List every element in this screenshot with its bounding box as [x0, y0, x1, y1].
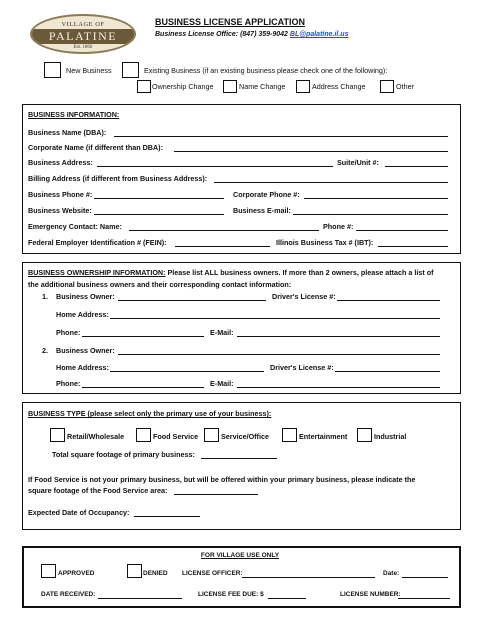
service-office-checkbox[interactable]: [204, 428, 219, 442]
village-logo: [30, 14, 136, 54]
owner-1-phone-field[interactable]: [82, 336, 204, 337]
food-service-label: Food Service: [153, 432, 199, 441]
retail-wholesale-checkbox[interactable]: [50, 428, 65, 442]
food-note-line1: If Food Service is not your primary business, but will be offered within your primary business, please indicate the: [28, 475, 416, 484]
industrial-label: Industrial: [374, 432, 407, 441]
owner-1-name-field[interactable]: [118, 300, 266, 301]
village-use-heading: FOR VILLAGE USE ONLY: [200, 552, 280, 559]
denied-checkbox[interactable]: [127, 564, 142, 578]
emergency-contact-label: Emergency Contact: Name:: [28, 222, 122, 231]
existing-business-label: Existing Business (if an existing business please check one of the following):: [144, 66, 388, 75]
fein-field[interactable]: [175, 246, 270, 247]
ownership-intro-line2: the additional business owners and their corresponding contact information:: [28, 280, 292, 289]
owner-2-number: 2.: [42, 346, 48, 355]
billing-address-field[interactable]: [214, 182, 448, 183]
owner-1-email-label: E-Mail:: [210, 328, 234, 337]
business-information-heading: BUSINESS INFORMATION:: [28, 110, 120, 119]
business-name-label: Business Name (DBA):: [28, 128, 107, 137]
ownership-intro-text: Please list ALL business owners. If more than 2 owners, please attach a list of: [167, 268, 434, 277]
owner-1-number: 1.: [42, 292, 48, 301]
service-office-label: Service/Office: [221, 432, 269, 441]
other-checkbox[interactable]: [380, 80, 394, 93]
license-fee-field[interactable]: [268, 598, 306, 599]
date-received-field[interactable]: [98, 598, 182, 599]
owner-1-dl-field[interactable]: [337, 300, 440, 301]
owner-2-home-label: Home Address:: [56, 363, 109, 372]
owner-2-dl-label: Driver's License #:: [270, 363, 334, 372]
owner-1-home-field[interactable]: [110, 318, 440, 319]
owner-2-home-field[interactable]: [110, 371, 264, 372]
owner-2-name-field[interactable]: [118, 354, 440, 355]
business-address-field[interactable]: [97, 166, 333, 167]
entertainment-label: Entertainment: [299, 432, 348, 441]
food-area-field[interactable]: [174, 494, 258, 495]
business-website-field[interactable]: [94, 214, 224, 215]
new-business-checkbox[interactable]: [44, 62, 61, 78]
approved-label: APPROVED: [58, 570, 95, 577]
food-area-label: square footage of the Food Service area:: [28, 486, 168, 495]
emergency-contact-field[interactable]: [129, 230, 319, 231]
corporate-phone-label: Corporate Phone #:: [233, 190, 300, 199]
owner-1-home-label: Home Address:: [56, 310, 109, 319]
corporate-name-label: Corporate Name (if different than DBA):: [28, 143, 163, 152]
logo-est: Est. 1866: [73, 45, 93, 50]
emergency-phone-field[interactable]: [356, 230, 448, 231]
ownership-heading: BUSINESS OWNERSHIP INFORMATION:: [28, 268, 166, 277]
business-type-heading: BUSINESS TYPE (please select only the primary use of your business):: [28, 409, 272, 418]
suite-field[interactable]: [385, 166, 448, 167]
entertainment-checkbox[interactable]: [282, 428, 297, 442]
address-change-checkbox[interactable]: [296, 80, 310, 93]
suite-label: Suite/Unit #:: [337, 158, 379, 167]
license-fee-label: LICENSE FEE DUE: $: [198, 591, 264, 598]
business-address-label: Business Address:: [28, 158, 93, 167]
business-email-label: Business E-mail:: [233, 206, 291, 215]
fein-label: Federal Employer Identification # (FEIN):: [28, 238, 167, 247]
corporate-phone-field[interactable]: [304, 198, 448, 199]
business-phone-label: Business Phone #:: [28, 190, 93, 199]
owner-2-phone-label: Phone:: [56, 379, 81, 388]
officer-date-field[interactable]: [402, 577, 448, 578]
business-name-field[interactable]: [114, 136, 448, 137]
owner-2-email-label: E-Mail:: [210, 379, 234, 388]
denied-label: DENIED: [143, 570, 168, 577]
date-received-label: DATE RECEIVED:: [41, 591, 96, 598]
approved-checkbox[interactable]: [41, 564, 56, 578]
owner-1-dl-label: Driver's License #:: [272, 292, 336, 301]
other-label: Other: [396, 82, 414, 91]
owner-2-dl-field[interactable]: [335, 371, 440, 372]
retail-wholesale-label: Retail/Wholesale: [67, 432, 125, 441]
food-service-checkbox[interactable]: [136, 428, 151, 442]
ibt-field[interactable]: [378, 246, 448, 247]
office-contact: [155, 31, 348, 38]
owner-2-name-label: Business Owner:: [56, 346, 115, 355]
corporate-name-field[interactable]: [174, 151, 448, 152]
office-email-link[interactable]: BL@palatine.il.us: [289, 31, 349, 38]
name-change-checkbox[interactable]: [223, 80, 237, 93]
license-number-label: LICENSE NUMBER:: [340, 591, 401, 598]
ownership-change-label: Ownership Change: [152, 82, 214, 91]
page-title: BUSINESS LICENSE APPLICATION: [155, 17, 306, 27]
owner-1-phone-label: Phone:: [56, 328, 81, 337]
name-change-label: Name Change: [239, 82, 286, 91]
existing-business-checkbox[interactable]: [122, 62, 139, 78]
business-phone-field[interactable]: [94, 198, 224, 199]
new-business-label: New Business: [66, 66, 112, 75]
emergency-phone-label: Phone #:: [323, 222, 354, 231]
license-officer-field[interactable]: [242, 577, 375, 578]
business-email-field[interactable]: [293, 214, 448, 215]
industrial-checkbox[interactable]: [357, 428, 372, 442]
owner-2-email-field[interactable]: [237, 387, 440, 388]
license-number-field[interactable]: [398, 598, 450, 599]
business-website-label: Business Website:: [28, 206, 92, 215]
square-footage-field[interactable]: [201, 458, 277, 459]
square-footage-label: Total square footage of primary business:: [52, 450, 195, 459]
license-officer-label: LICENSE OFFICER:: [182, 570, 243, 577]
occupancy-date-label: Expected Date of Occupancy:: [28, 508, 130, 517]
address-change-label: Address Change: [312, 82, 366, 91]
occupancy-date-field[interactable]: [134, 516, 200, 517]
logo-top-text: VILLAGE OF: [61, 21, 105, 28]
ownership-change-checkbox[interactable]: [137, 80, 151, 93]
owner-1-name-label: Business Owner:: [56, 292, 115, 301]
owner-1-email-field[interactable]: [237, 336, 440, 337]
food-note-line2: [28, 486, 167, 495]
ibt-label: Illinois Business Tax # (IBT):: [276, 238, 374, 247]
ownership-intro-line1: [28, 268, 434, 277]
officer-date-label: Date:: [383, 570, 400, 577]
logo-name: PALATINE: [48, 29, 118, 43]
office-phone: Business License Office: (847) 359-9042: [155, 31, 288, 38]
owner-2-phone-field[interactable]: [82, 387, 204, 388]
billing-address-label: Billing Address (if different from Business Address):: [28, 174, 208, 183]
